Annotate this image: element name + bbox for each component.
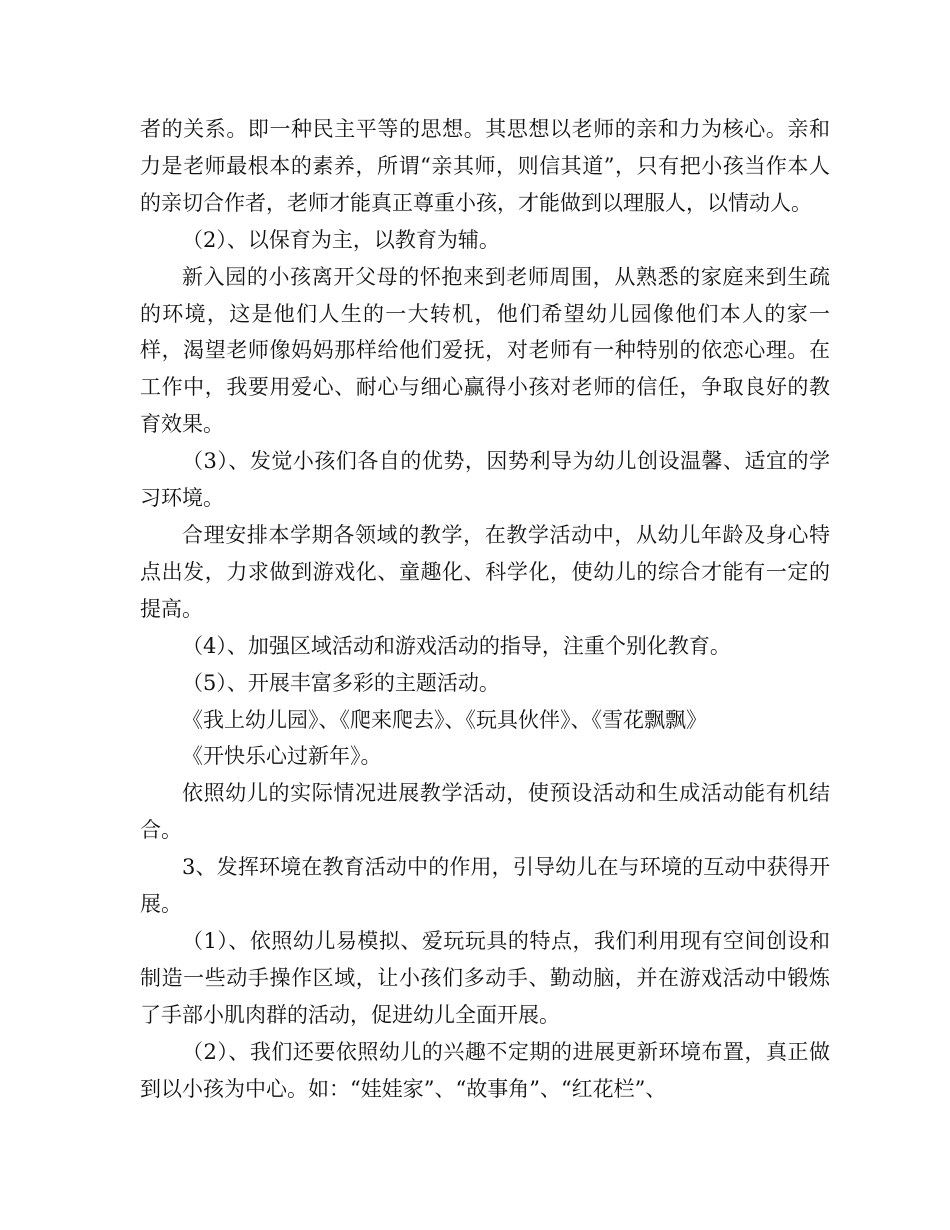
paragraph-3: 新入园的小孩离开父母的怀抱来到老师周围，从熟悉的家庭来到生疏的环境，这是他们人生的一大转机，他们希望幼儿园像他们本人的家一样，渴望老师像妈妈那样给他们爱抚，对老师有一种特别的依恋心理。在工作中，我要用爱心、耐心与细心赢得小孩对老师的信任，争取良好的教育效果。	[140, 264, 830, 437]
paragraph-10: 依照幼儿的实际情况进展教学活动，使预设活动和生成活动能有机结合。	[140, 781, 830, 843]
paragraph-1: 者的关系。即一种民主平等的思想。其思想以老师的亲和力为核心。亲和力是老师最根本的素养，所谓“亲其师，则信其道”，只有把小孩当作本人的亲切合作者，老师才能真正尊重小孩，才能做到以理服人，以情动人。	[140, 117, 830, 215]
paragraph-7: （5）、开展丰富多彩的主题活动。	[182, 670, 500, 695]
paragraph-9: 《开快乐心过新年》。	[182, 744, 382, 769]
paragraph-11: 3、发挥环境在教育活动中的作用，引导幼儿在与环境的互动中获得开展。	[140, 855, 830, 917]
paragraph-6: （4）、加强区域活动和游戏活动的指导，注重个别化教育。	[182, 633, 731, 658]
paragraph-4: （3）、发觉小孩们各自的优势，因势利导为幼儿创设温馨、适宜的学习环境。	[140, 449, 830, 511]
paragraph-13: （2）、我们还要依照幼儿的兴趣不定期的进展更新环境布置，真正做到以小孩为中心。如：“娃娃家”、“故事角”、“红花栏”、	[140, 1039, 830, 1101]
paragraph-5: 合理安排本学期各领域的教学，在教学活动中，从幼儿年龄及身心特点出发，力求做到游戏化、童趣化、科学化，使幼儿的综合才能有一定的提高。	[140, 522, 830, 621]
paragraph-8: 《我上幼儿园》、《爬来爬去》、《玩具伙伴》、《雪花飘飘》	[182, 707, 707, 732]
document-body	[140, 111, 830, 1107]
paragraph-12: （1）、依照幼儿易模拟、爱玩玩具的特点，我们利用现有空间创设和制造一些动手操作区域，让小孩们多动手、勤动脑，并在游戏活动中锻炼了手部小肌肉群的活动，促进幼儿全面开展。	[140, 928, 830, 1027]
paragraph-2: （2）、以保育为主，以教育为辅。	[182, 227, 500, 252]
